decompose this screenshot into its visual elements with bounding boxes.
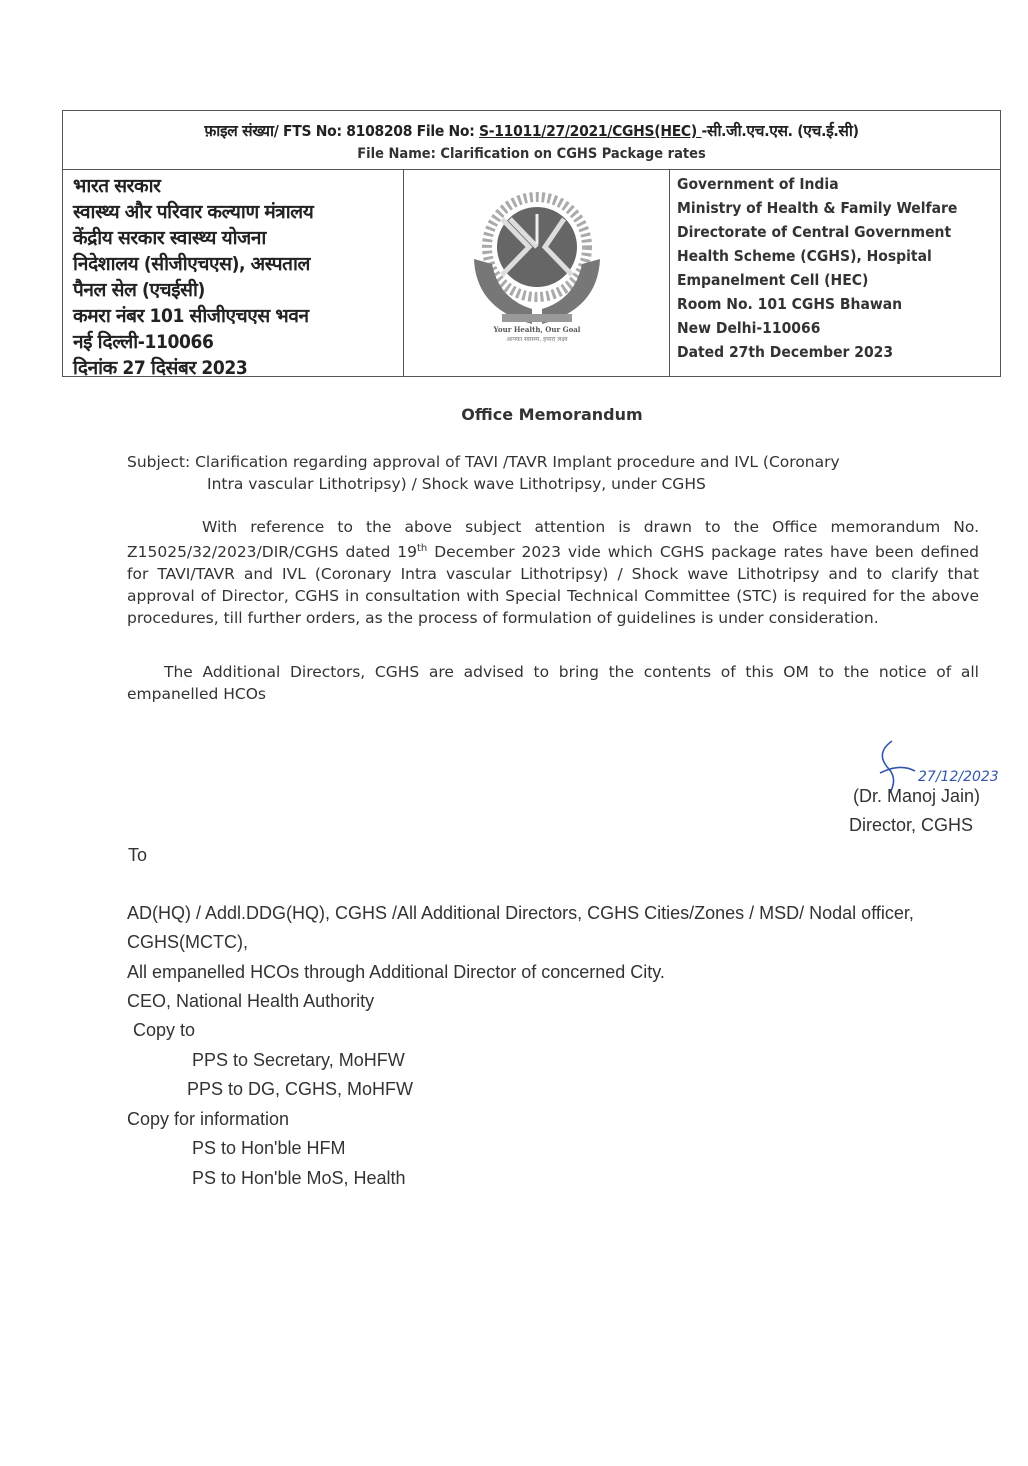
letterhead-table	[62, 110, 1001, 377]
english-line: Room No. 101 CGHS Bhawan	[677, 295, 903, 313]
recipient: PPS to DG, CGHS, MoHFW	[187, 1079, 414, 1099]
cghs-logo	[404, 169, 670, 376]
hindi-line: पैनल सेल (एचईसी)	[73, 279, 205, 301]
superscript: th	[417, 543, 428, 554]
hindi-line: भारत सरकार	[73, 175, 161, 197]
logo-tagline-hi: आपका स्वास्थ्य, हमारा लक्ष्य	[506, 336, 568, 343]
subject-text: Intra vascular Lithotripsy) / Shock wave Lithotripsy, under CGHS	[207, 475, 706, 493]
subject-label: Subject:	[127, 453, 191, 471]
subject-text: Clarification regarding approval of TAVI /TAVR Implant procedure and IVL (Coronary	[195, 453, 840, 471]
file-number-line: फ़ाइल संख्या/ FTS No: 8108208 File No: S-11011/27/2021/CGHS(HEC) -सी.जी.एच.एस. (एच.ई.सी)	[204, 122, 859, 140]
recipient: PS to Hon'ble MoS, Health	[192, 1168, 406, 1188]
hindi-address	[63, 169, 404, 379]
english-line: Health Scheme (CGHS), Hospital	[677, 247, 932, 265]
signatory-name: (Dr. Manoj Jain)	[852, 786, 980, 806]
cghs-emblem-icon	[404, 169, 669, 378]
file-name: File Name: Clarification on CGHS Package rates	[357, 146, 706, 162]
english-line: New Delhi-110066	[677, 319, 821, 337]
signature-date: 27/12/2023	[918, 769, 999, 785]
recipient: All empanelled HCOs through Additional Director of concerned City.	[127, 962, 665, 982]
logo-tagline-en: Your Health, Our Goal	[493, 325, 581, 334]
recipient: CGHS(MCTC),	[127, 932, 248, 952]
hindi-line: केंद्रीय सरकार स्वास्थ्य योजना	[73, 227, 266, 249]
file-number: S-11011/27/2021/CGHS(HEC)	[479, 122, 702, 140]
to-label: To	[128, 845, 148, 865]
memo-paragraph-1	[127, 516, 979, 629]
hindi-line: निदेशालय (सीजीएचएस), अस्पताल	[73, 253, 310, 275]
signatory-designation: Director, CGHS	[848, 815, 973, 835]
paragraph-text: December 2023 vide which CGHS package rates have been defined for TAVI/TAVR and IVL (Coronary Intra vascular Lithotripsy) / Shock wave Lithotripsy and to clarify that approval of Director, CGHS in consultation with Special Technical Committee (STC) is required for the above procedures, till further orders, as the process of formulation of guidelines is under consideration.	[127, 543, 979, 628]
english-line: Ministry of Health & Family Welfare	[677, 199, 958, 217]
hindi-line: दिनांक 27 दिसंबर 2023	[73, 357, 248, 379]
memo-paragraph-2: The Additional Directors, CGHS are advised to bring the contents of this OM to the notice of all empanelled HCOs	[127, 663, 979, 703]
recipient: AD(HQ) / Addl.DDG(HQ), CGHS /All Additional Directors, CGHS Cities/Zones / MSD/ Nodal officer,	[127, 903, 914, 923]
english-line: Empanelment Cell (HEC)	[677, 271, 869, 289]
hindi-line: कमरा नंबर 101 सीजीएचएस भवन	[73, 305, 309, 327]
memo-subject	[127, 451, 987, 495]
recipient: PPS to Secretary, MoHFW	[192, 1050, 405, 1070]
memo-title: Office Memorandum	[461, 405, 643, 424]
hindi-line: नई दिल्ली-110066	[73, 331, 214, 353]
copy-info-label: Copy for information	[127, 1109, 290, 1129]
english-address	[669, 169, 1000, 376]
file-info-row	[63, 111, 1000, 170]
english-line: Government of India	[677, 175, 839, 193]
copy-to-label: Copy to	[133, 1020, 196, 1040]
english-line: Dated 27th December 2023	[677, 343, 894, 361]
english-line: Directorate of Central Government	[677, 223, 952, 241]
hindi-line: स्वास्थ्य और परिवार कल्याण मंत्रालय	[73, 201, 314, 223]
recipient: CEO, National Health Authority	[127, 991, 375, 1011]
recipient: PS to Hon'ble HFM	[192, 1138, 346, 1158]
paragraph-text: With reference to the above subject attention is drawn to the Office memorandum No. Z15025/32/2023/DIR/CGHS dated 19	[127, 518, 979, 562]
